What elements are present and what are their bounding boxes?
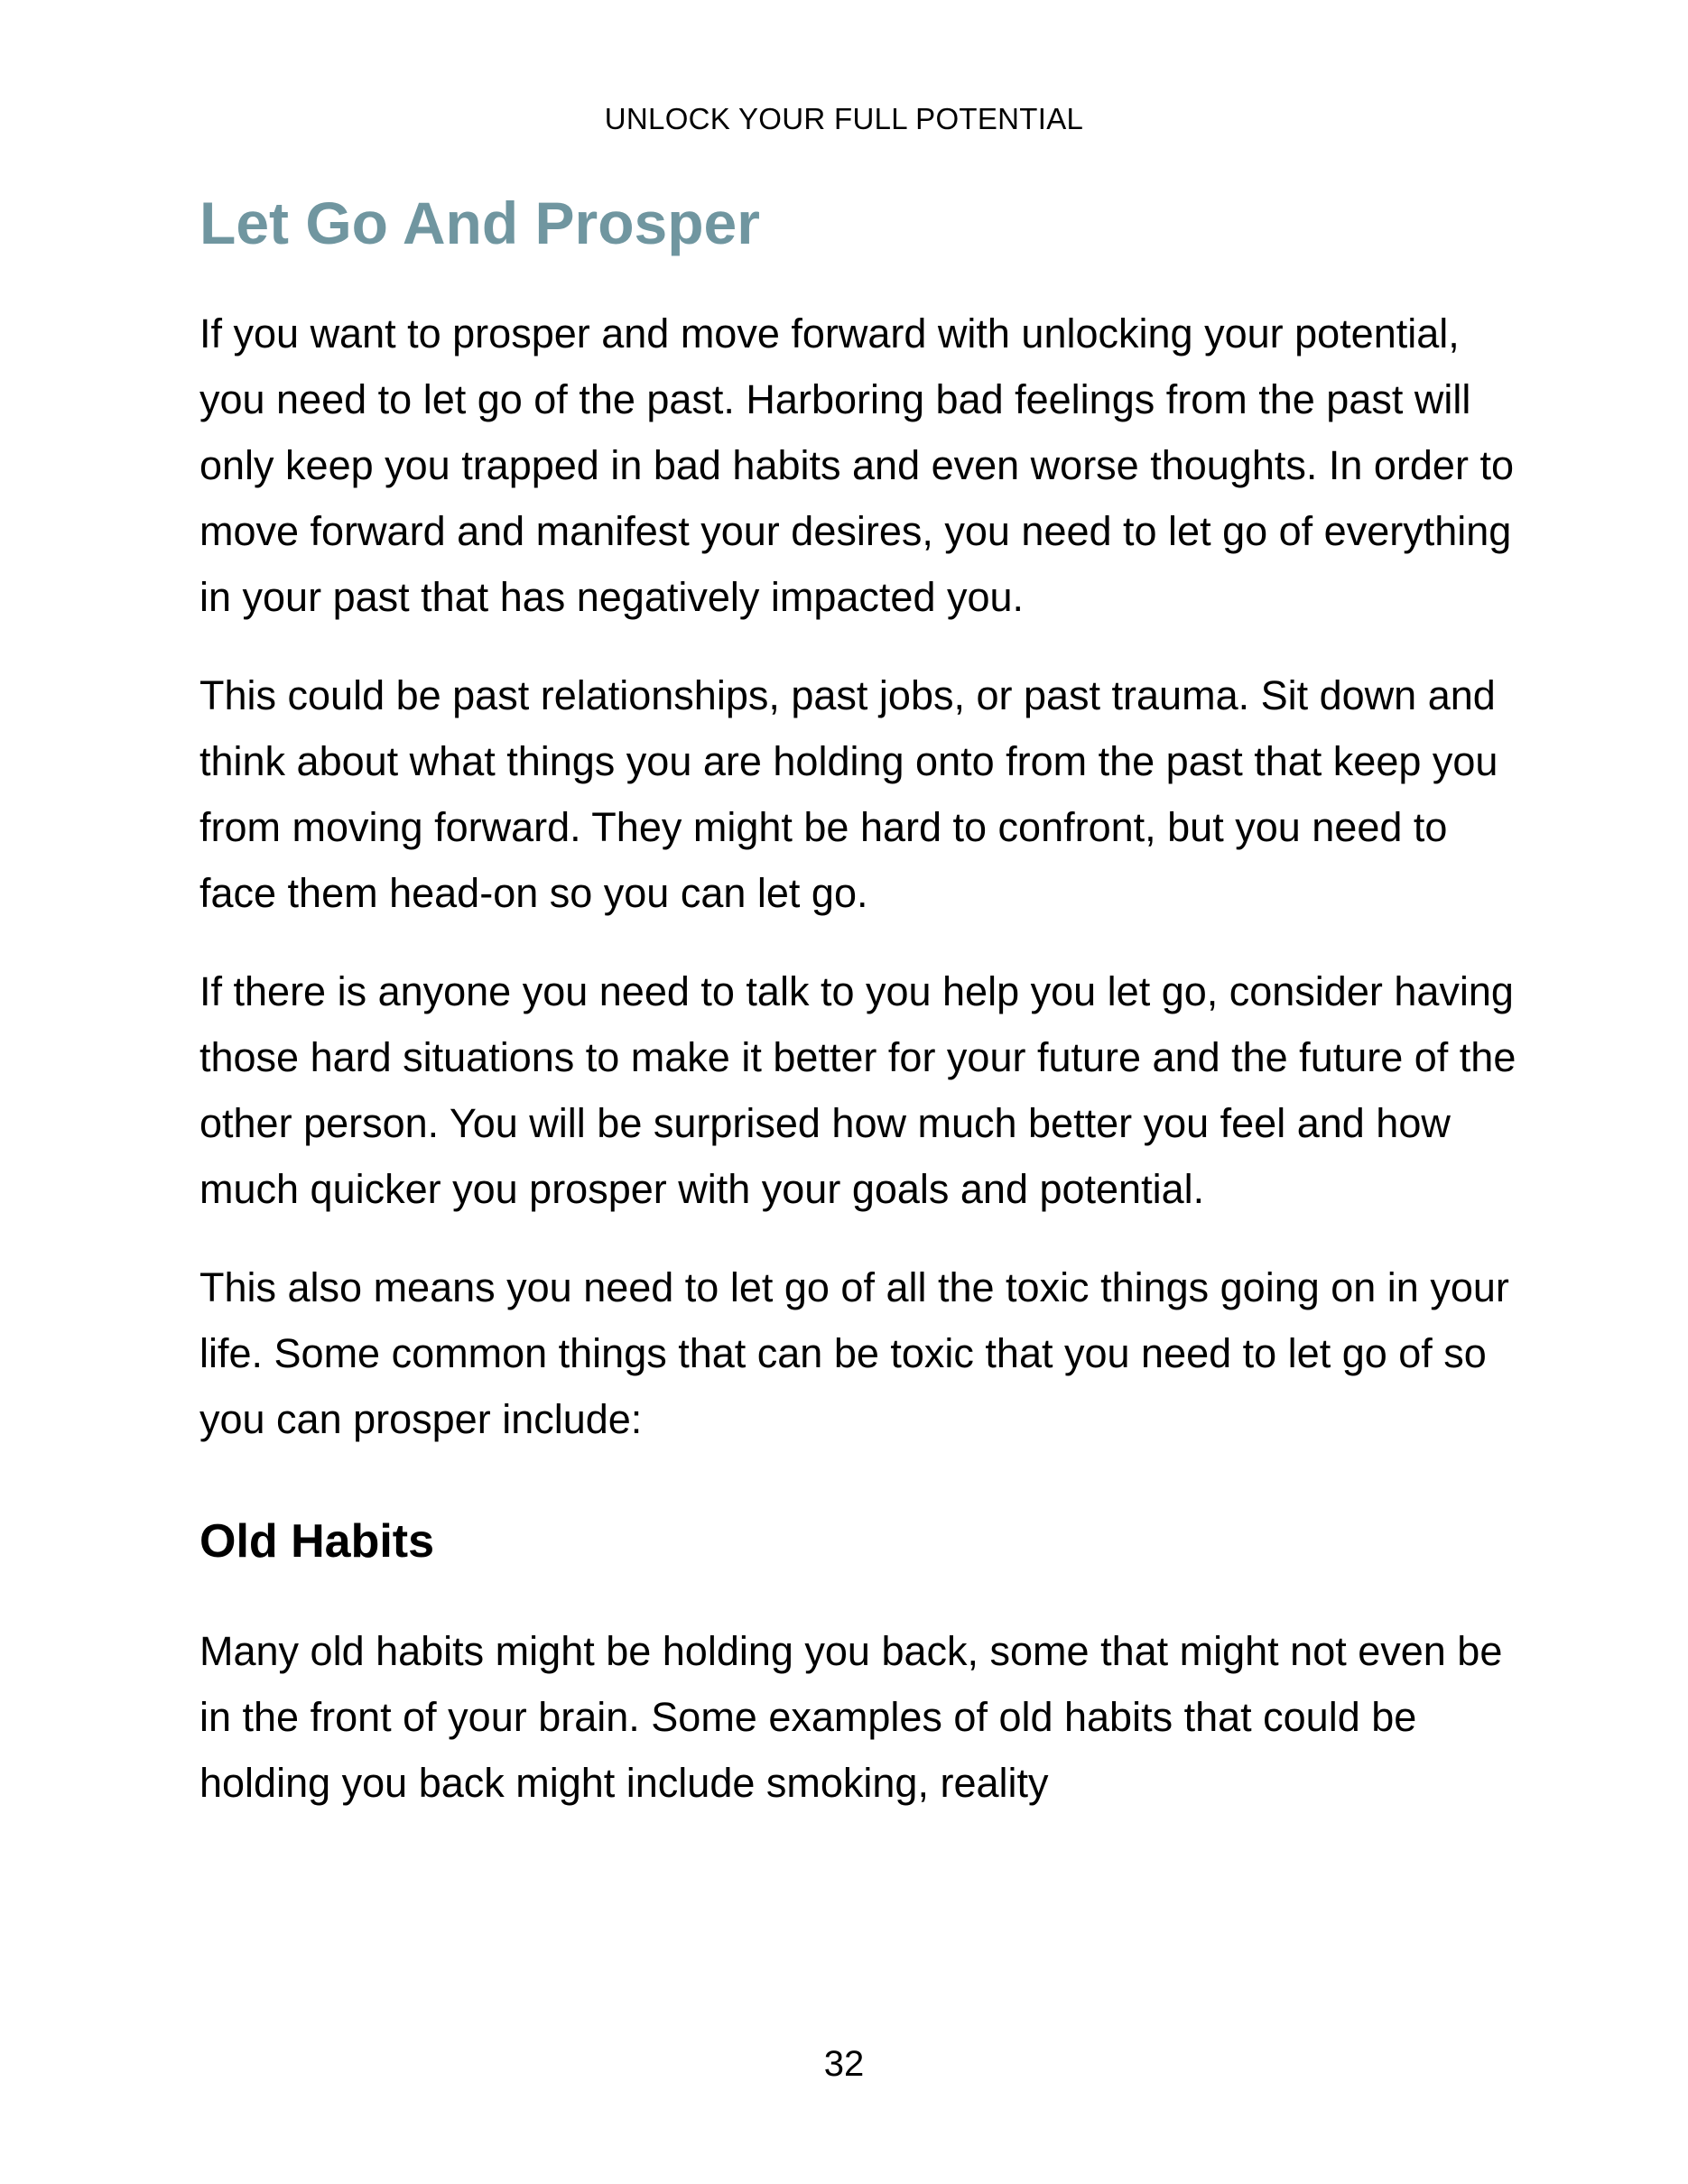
body-paragraph-4: This also means you need to let go of all the toxic things going on in your life. Some common things that can be toxic that you need to let go of so you can prosper include: xyxy=(199,1264,1509,1442)
running-header: UNLOCK YOUR FULL POTENTIAL xyxy=(604,102,1084,135)
chapter-title: Let Go And Prosper xyxy=(199,190,760,256)
page-content xyxy=(199,185,1517,1816)
body-paragraph-1: If you want to prosper and move forward with unlocking your potential, you need to let go of the past. Harboring bad feelings from the past will only keep you trapped in bad habits and even worse thoughts. In order to move forward and manifest your desires, you need to let go of everything in your past that has negatively impacted you. xyxy=(199,310,1514,620)
page-number: 32 xyxy=(823,2044,865,2084)
section-paragraph: Many old habits might be holding you back, some that might not even be in the front of your brain. Some examples of old habits that could be holding you back might include smoking, reality xyxy=(199,1628,1503,1806)
body-paragraph-3: If there is anyone you need to talk to you help you let go, consider having those hard situations to make it better for your future and the future of the other person. You will be surprised how much better you feel and how much quicker you prosper with your goals and potential. xyxy=(199,968,1516,1212)
section-heading: Old Habits xyxy=(199,1515,435,1568)
body-paragraph-2: This could be past relationships, past jobs, or past trauma. Sit down and think about what things you are holding onto from the past that keep you from moving forward. They might be hard to confront, but you need to face them head-on so you can let go. xyxy=(199,672,1498,916)
